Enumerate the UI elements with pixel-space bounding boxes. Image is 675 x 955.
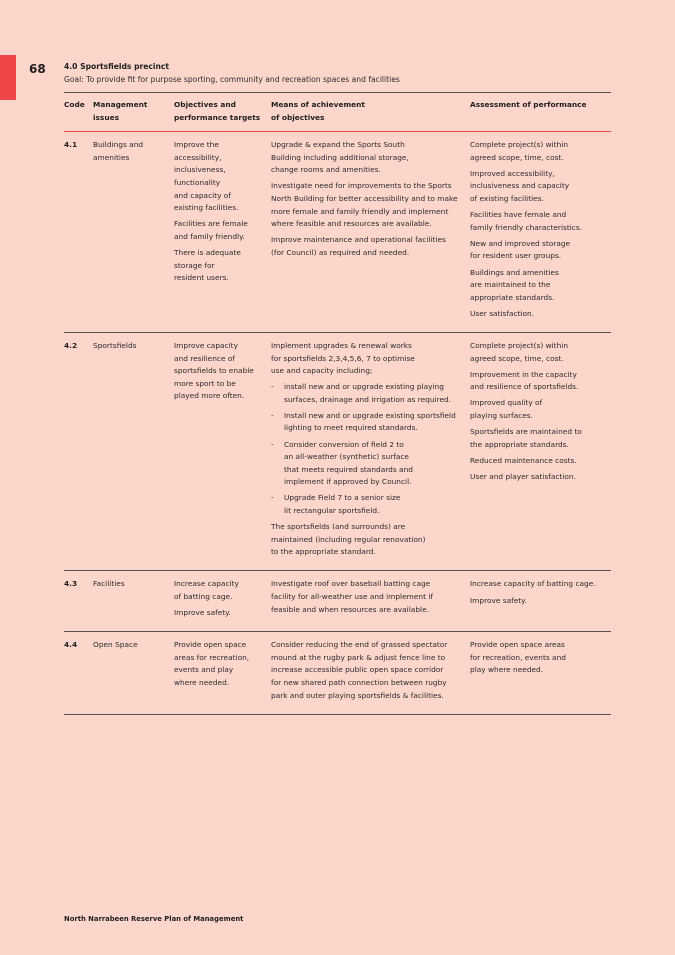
page-tab-marker (0, 55, 16, 100)
means-paragraph: Investigate need for improvements to the Sports North Building for better accessibility and to make more female and family friendly and implement where feasible and resources are available. (271, 181, 458, 229)
management-table (64, 92, 611, 715)
row-code: 4.3 (64, 579, 78, 589)
row-objectives (174, 132, 271, 333)
assessment-item: User and player satisfaction. (470, 471, 576, 481)
row-means (271, 332, 470, 571)
header-means: Means of achievement of objectives (271, 100, 365, 122)
table-row (64, 132, 611, 333)
row-issue: Open Space (93, 640, 138, 650)
objective-item: Provide open space areas for recreation, events and play where needed. (174, 640, 250, 687)
row-objectives (174, 332, 271, 571)
row-code: 4.1 (64, 140, 78, 150)
assessment-item: User satisfaction. (470, 308, 535, 318)
document-footer: North Narrabeen Reserve Plan of Management (64, 915, 244, 923)
row-assessment (470, 632, 611, 714)
section-title: 4.0 Sportsfields precinct (64, 62, 170, 71)
header-assessment: Assessment of performance (470, 100, 587, 109)
assessment-item: New and improved storage for resident user groups. (470, 238, 571, 261)
row-code: 4.4 (64, 640, 78, 650)
means-paragraph: Upgrade & expand the Sports South Building including additional storage, change rooms and amenities. (271, 140, 409, 175)
assessment-item: Reduced maintenance costs. (470, 455, 577, 465)
objective-item: Increase capacity of batting cage. (174, 579, 239, 601)
assessment-item: Improve safety. (470, 595, 527, 605)
means-paragraph: Implement upgrades & renewal works for sportsfields 2,3,4,5,6, 7 to optimise use and capacity including; (271, 340, 415, 376)
table-row (64, 332, 611, 571)
means-bullet: - Consider conversion of field 2 to an all-weather (synthetic) surface that meets required standards and implement if approved by Council. (271, 439, 466, 489)
row-issue: Sportsfields (93, 340, 137, 350)
objective-item: There is adequate storage for resident users. (174, 247, 241, 283)
assessment-item: Complete project(s) within agreed scope, time, cost. (470, 340, 569, 363)
assessment-item: Improved accessibility, inclusiveness and capacity of existing facilities. (470, 168, 570, 204)
means-paragraph: Improve maintenance and operational facilities (for Council) as required and needed. (271, 235, 446, 257)
row-assessment (470, 571, 611, 632)
row-issue: Buildings and amenities (93, 140, 144, 162)
table-row (64, 632, 611, 714)
means-paragraph: The sportsfields (and surrounds) are maintained (including regular renovation) to the appropriate standard. (271, 522, 426, 557)
means-paragraph: Investigate roof over baseball batting cage facility for all-weather use and implement if feasible and when resources are available. (271, 579, 433, 614)
table-row (64, 571, 611, 632)
means-bullet: - Upgrade Field 7 to a senior size lit rectangular sportsfield. (271, 492, 466, 517)
row-assessment (470, 332, 611, 571)
header-code: Code (64, 100, 85, 109)
row-means (271, 571, 470, 632)
objective-item: Facilities are female and family friendly. (174, 219, 248, 241)
section-goal: Goal: To provide fit for purpose sporting, community and recreation spaces and facilities (64, 75, 400, 84)
means-bullet: - Install new and or upgrade existing sportsfield lighting to meet required standards. (271, 410, 466, 435)
assessment-item: Buildings and amenities are maintained to the appropriate standards. (470, 267, 559, 302)
header-objectives: Objectives and performance targets (174, 100, 261, 122)
assessment-item: Provide open space areas for recreation, events and play where needed. (470, 640, 566, 675)
page-number: 68 (29, 62, 46, 76)
header-issues: Management issues (93, 100, 148, 122)
table-header-row (64, 93, 611, 132)
objective-item: Improve the accessibility, inclusiveness, functionality and capacity of existing facilities. (174, 140, 239, 213)
assessment-item: Improvement in the capacity and resilience of sportsfields. (470, 369, 579, 392)
row-issue: Facilities (93, 579, 125, 589)
means-bullet: - install new and or upgrade existing playing surfaces, drainage and irrigation as required. (271, 381, 466, 406)
row-assessment (470, 132, 611, 333)
assessment-item: Complete project(s) within agreed scope, time, cost. (470, 140, 569, 162)
row-means (271, 632, 470, 714)
assessment-item: Facilities have female and family friendly characteristics. (470, 210, 583, 232)
row-code: 4.2 (64, 340, 78, 350)
means-paragraph: Consider reducing the end of grassed spectator mound at the rugby park & adjust fence line to increase accessible public open space corridor for new shared path connection between rugby park and outer playing sportsfields & facilities. (271, 640, 448, 700)
row-objectives (174, 632, 271, 714)
assessment-item: Improved quality of playing surfaces. (470, 398, 543, 420)
objective-item: Improve capacity and resilience of sportsfields to enable more sport to be played more often. (174, 340, 254, 401)
row-objectives (174, 571, 271, 632)
row-means (271, 132, 470, 333)
objective-item: Improve safety. (174, 608, 231, 618)
assessment-item: Increase capacity of batting cage. (470, 579, 596, 589)
assessment-item: Sportsfields are maintained to the appropriate standards. (470, 426, 582, 449)
